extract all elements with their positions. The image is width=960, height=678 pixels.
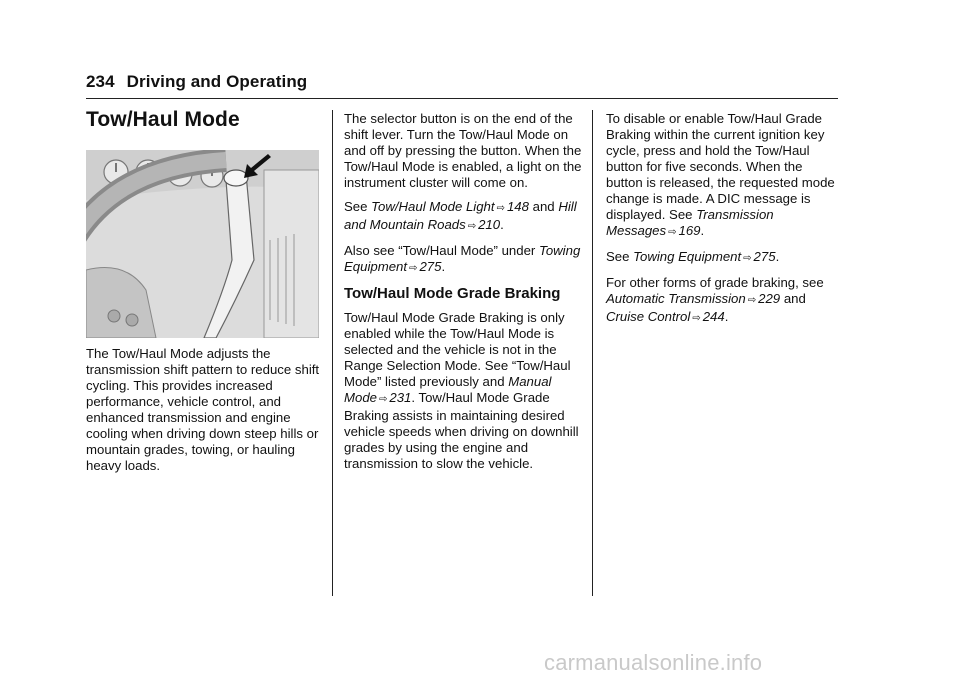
page-ref-210[interactable]: 210 bbox=[478, 217, 501, 232]
other-braking-text: For other forms of grade braking, see bbox=[606, 275, 824, 290]
page-ref-icon: ⇨ bbox=[668, 227, 677, 238]
and-label: and bbox=[783, 291, 806, 306]
page-ref-icon: ⇨ bbox=[743, 253, 752, 264]
see-towing-paragraph: See Towing Equipment ⇨ 275. bbox=[606, 249, 780, 264]
disable-enable-text: To disable or enable Tow/Haul Grade Braking within the current ignition key cycle, press and hold the Tow/Haul button for five seconds. When the button is released, the requested mode change is made. A DIC message is displayed. See bbox=[606, 111, 835, 222]
header-rule bbox=[86, 98, 838, 99]
page-header bbox=[86, 72, 307, 92]
page-number: 234 bbox=[86, 72, 115, 91]
link-tow-haul-mode-light[interactable]: Tow/Haul Mode Light bbox=[371, 199, 495, 214]
page-ref-icon: ⇨ bbox=[496, 203, 505, 214]
column-1 bbox=[86, 346, 322, 482]
page-ref-275-2[interactable]: 275 bbox=[753, 249, 776, 264]
see-also-lights-paragraph: See Tow/Haul Mode Light ⇨ 148 and Hill and Mountain Roads ⇨ 210. bbox=[344, 199, 577, 232]
link-cruise-control[interactable]: Cruise Control bbox=[606, 309, 691, 324]
link-hill-mountain-roads[interactable]: Hill and Mountain Roads bbox=[344, 199, 577, 232]
page-ref-148[interactable]: 148 bbox=[506, 199, 529, 214]
page-ref-icon: ⇨ bbox=[379, 394, 388, 405]
column-2 bbox=[344, 111, 584, 480]
disable-enable-paragraph: To disable or enable Tow/Haul Grade Braking within the current ignition key cycle, press and hold the Tow/Haul button for five seconds. When the button is released, the requested mode change is made. A DIC message is displayed. See Transmission Messages ⇨ 169. bbox=[606, 111, 835, 238]
grade-braking-heading: Tow/Haul Mode Grade Braking bbox=[344, 285, 561, 302]
grade-braking-text-2: Tow/Haul Mode Grade Braking assists in maintaining desired vehicle speeds when driving on downhill grades by using the engine and transmission to slow the vehicle. bbox=[344, 390, 579, 471]
page-ref-231[interactable]: 231 bbox=[389, 390, 412, 405]
selector-paragraph: The selector button is on the end of the shift lever. Turn the Tow/Haul Mode on and off by pressing the button. When the Tow/Haul Mode is enabled, a light on the instrument cluster will come on. bbox=[344, 111, 582, 190]
grade-braking-text: Tow/Haul Mode Grade Braking is only enabled while the Tow/Haul Mode is selected and the vehicle is not in the Range Selection Mode. See “Tow/Haul Mode” listed previously and bbox=[344, 310, 571, 389]
page-ref-244[interactable]: 244 bbox=[702, 309, 725, 324]
grade-braking-paragraph: Tow/Haul Mode Grade Braking is only enabled while the Tow/Haul Mode is selected and the vehicle is not in the Range Selection Mode. See “Tow/Haul Mode” listed previously and Manual Mode ⇨ 231. Tow/Haul Mode Grade Braking assists in maintaining desired vehicle speeds when driving on downhill grades by using the engine and transmission to slow the vehicle. bbox=[344, 310, 579, 471]
shift-lever-drawing bbox=[86, 150, 319, 338]
and-label: and bbox=[532, 199, 555, 214]
towing-see-also-text: Also see “Tow/Haul Mode” under bbox=[344, 243, 536, 258]
column-3 bbox=[606, 111, 838, 335]
column-divider-1 bbox=[332, 110, 333, 596]
link-manual-mode[interactable]: Manual Mode bbox=[344, 374, 552, 405]
link-automatic-transmission[interactable]: Automatic Transmission bbox=[606, 291, 746, 306]
link-transmission-messages[interactable]: Transmission Messages bbox=[606, 207, 774, 238]
see-label: See bbox=[344, 199, 368, 214]
page-ref-275[interactable]: 275 bbox=[419, 259, 442, 274]
see-label: See bbox=[606, 249, 630, 264]
page-ref-icon: ⇨ bbox=[692, 313, 701, 324]
other-braking-paragraph: For other forms of grade braking, see Automatic Transmission ⇨ 229 and Cruise Control ⇨ 244. bbox=[606, 275, 824, 324]
page-ref-icon: ⇨ bbox=[409, 263, 418, 274]
column-divider-2 bbox=[592, 110, 593, 596]
link-towing-equipment-2[interactable]: Towing Equipment bbox=[633, 249, 742, 264]
towing-see-also-paragraph: Also see “Tow/Haul Mode” under Towing Equipment ⇨ 275. bbox=[344, 243, 581, 274]
shift-lever-illustration bbox=[86, 150, 319, 338]
page-ref-icon: ⇨ bbox=[747, 295, 757, 306]
watermark: carmanualsonline.info bbox=[544, 650, 763, 675]
link-towing-equipment[interactable]: Towing Equipment bbox=[344, 243, 581, 274]
page-ref-229[interactable]: 229 bbox=[758, 291, 781, 306]
section-title: Driving and Operating bbox=[126, 72, 308, 91]
page-ref-icon: ⇨ bbox=[467, 221, 477, 232]
page-title: Tow/Haul Mode bbox=[86, 108, 240, 131]
intro-paragraph: The Tow/Haul Mode adjusts the transmission shift pattern to reduce shift cycling. This provides increased performance, vehicle control, and enhanced transmission and engine cooling when driving down steep hills or mountain grades, towing, or hauling heavy loads. bbox=[86, 346, 320, 473]
page-ref-169[interactable]: 169 bbox=[678, 223, 701, 238]
